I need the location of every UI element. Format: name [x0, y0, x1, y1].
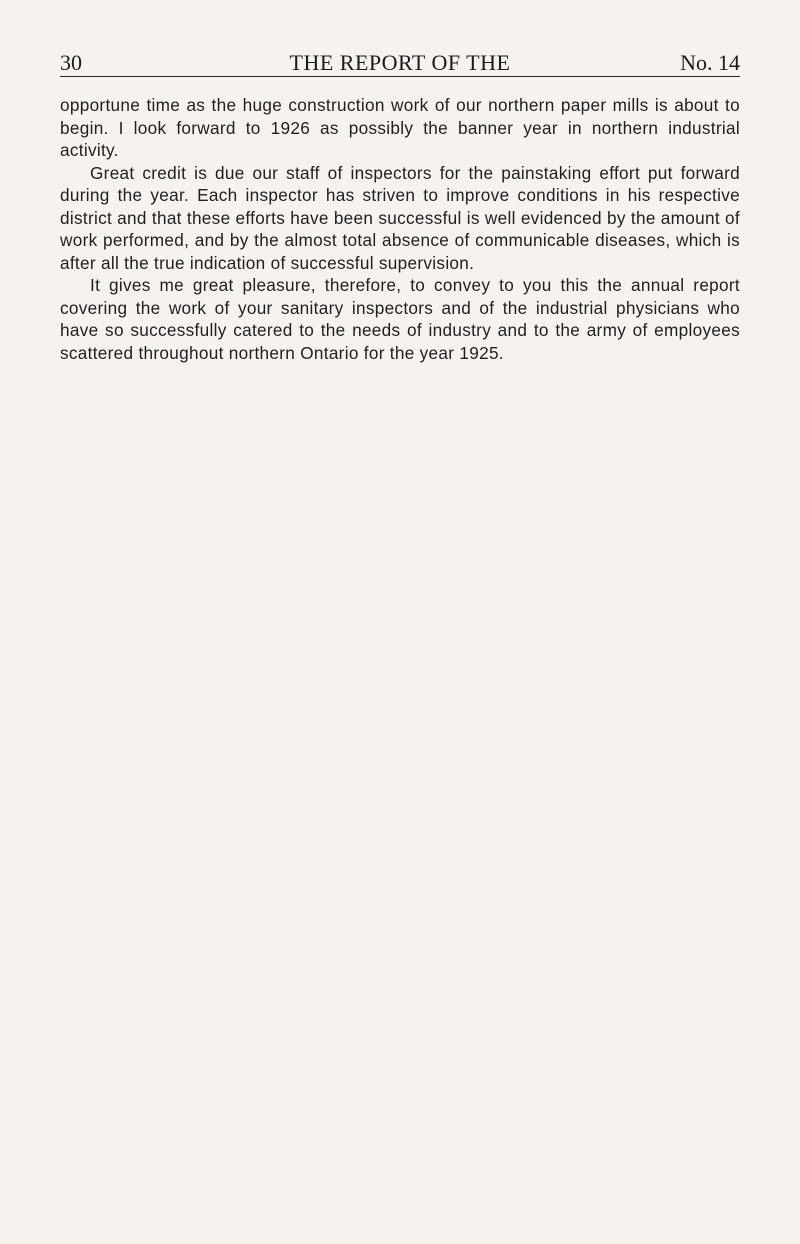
paragraph-continuation: opportune time as the huge construction work of our northern paper mills is about to begin. I look forward to 1926 as possibly the banner year in northern industrial activity.: [60, 95, 740, 160]
header-rule: [60, 76, 740, 77]
issue-number: No. 14: [680, 50, 740, 75]
page-number: 30: [60, 50, 82, 75]
header-title: THE REPORT OF THE: [289, 50, 511, 75]
running-header: [60, 50, 740, 76]
paragraph-annual-report: It gives me great pleasure, therefore, to convey to you this the annual report covering the work of your sanitary inspectors and of the industrial physicians who have so successfully catered to the needs of industry and to the army of employees scattered throughout northern Ontario for the year 1925.: [60, 275, 740, 363]
body-text: [60, 94, 740, 364]
paragraph-inspectors-credit: Great credit is due our staff of inspectors for the painstaking effort put forward during the year. Each inspector has striven to improve conditions in his respective district and that these efforts have been successful is well evidenced by the amount of work performed, and by the almost total absence of communicable diseases, which is after all the true indication of successful supervision.: [60, 162, 740, 273]
